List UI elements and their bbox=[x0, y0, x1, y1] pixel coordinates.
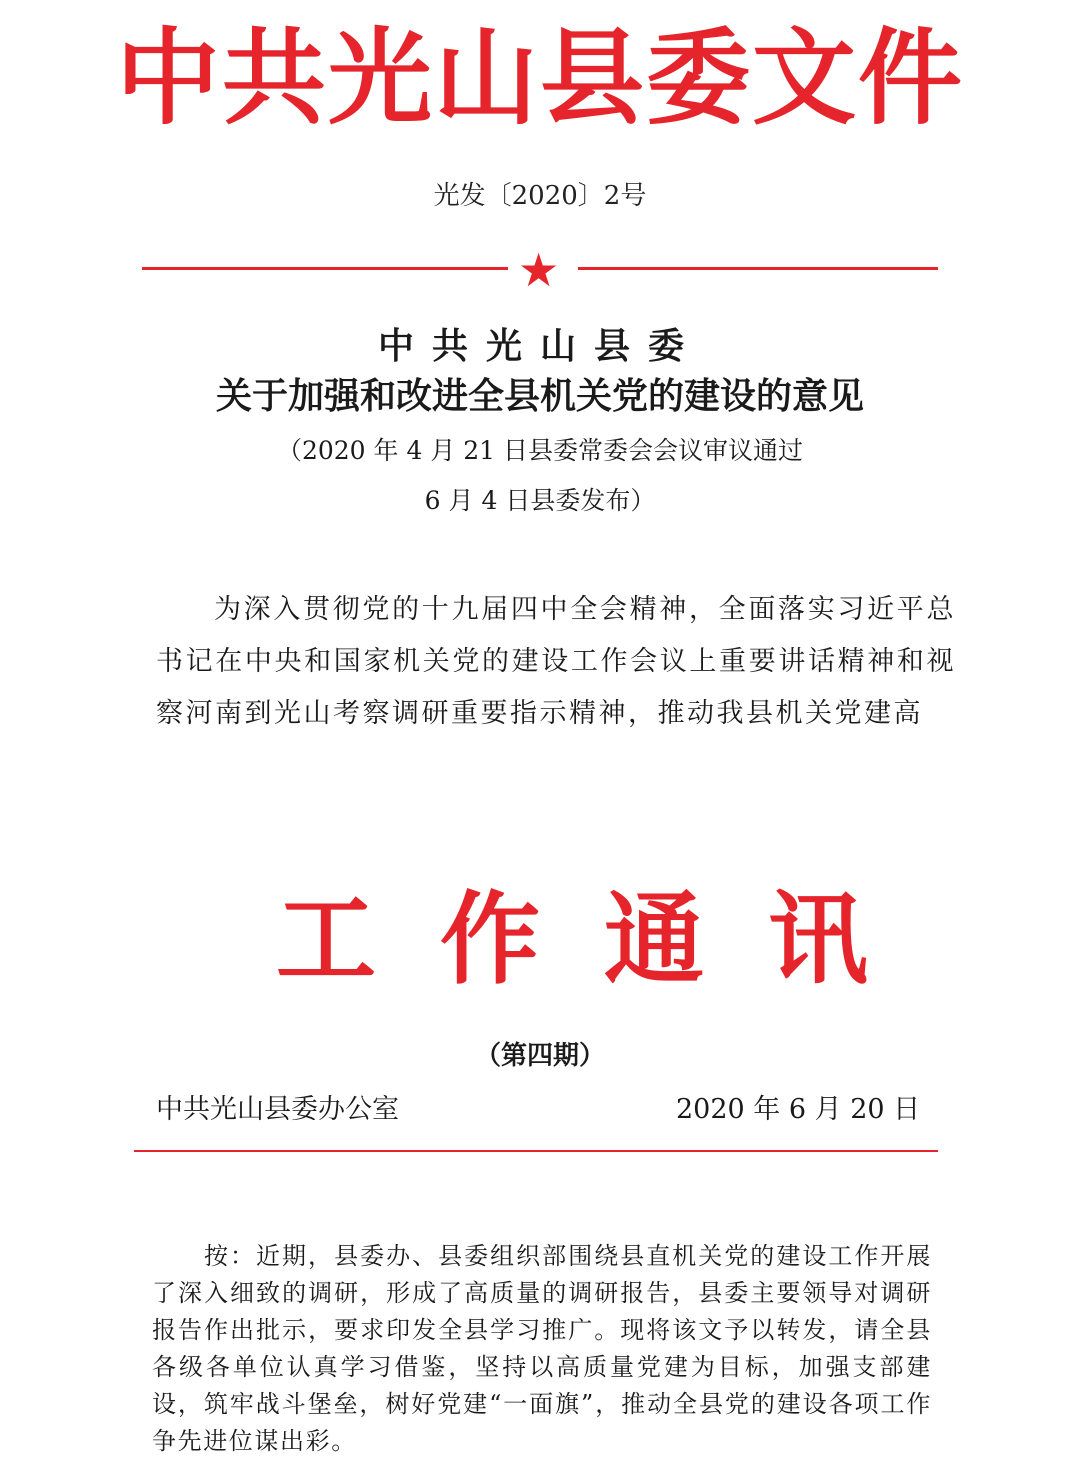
red-star-icon: ★ bbox=[518, 243, 560, 297]
document-subtitle-line2: 6 月 4 日县委发布） bbox=[424, 486, 656, 515]
editor-note-paragraph: 按：近期，县委办、县委组织部围绕县直机关党的建设工作开展了深入细致的调研，形成了高质量的调研报告，县委主要领导对调研报告作出批示，要求印发全县学习推广。现将该文予以转发，请全县各级各单位认真学习借鉴，坚持以高质量党建为目标，加强支部建设，筑牢战斗堡垒，树好党建“一面旗”，推动全县党的建设各项工作争先进位谋出彩。 bbox=[152, 1242, 932, 1455]
header-divider-left bbox=[142, 267, 508, 270]
header-divider-right bbox=[578, 267, 938, 270]
issue-date: 2020 年 6 月 20 日 bbox=[676, 1094, 921, 1125]
document-title-line1: 中共光山县委 bbox=[377, 325, 702, 367]
document-subtitle-line1: （2020 年 4 月 21 日县委常委会会议审议通过 bbox=[276, 436, 804, 465]
issuing-office: 中共光山县委办公室 bbox=[156, 1094, 399, 1125]
intro-paragraph: 为深入贯彻党的十九届四中全会精神，全面落实习近平总书记在中央和国家机关党的建设工作会议上重要讲话精神和视察河南到光山考察调研重要指示精神，推动我县机关党建高 bbox=[156, 594, 956, 729]
document-number: 光发〔2020〕2号 bbox=[433, 181, 647, 211]
bulletin-issue: （第四期） bbox=[474, 1041, 605, 1071]
document-title-line2: 关于加强和改进全县机关党的建设的意见 bbox=[215, 375, 864, 417]
bulletin-title: 工作通讯 bbox=[276, 881, 932, 998]
bulletin-divider bbox=[134, 1150, 938, 1152]
masthead-title: 中共光山县委文件 bbox=[115, 17, 964, 139]
